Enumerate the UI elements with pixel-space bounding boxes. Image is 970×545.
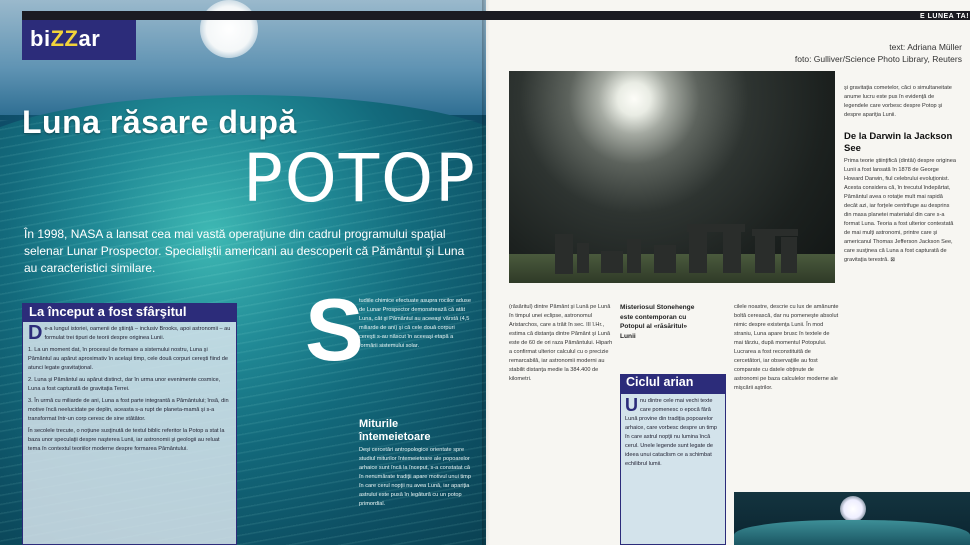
stone: [689, 229, 707, 273]
page-gutter: [482, 0, 490, 545]
article-title-line2: POTOP: [243, 140, 477, 217]
stone: [601, 251, 623, 273]
sidebar-paragraph: În secolele trecute, o noţiune susţinută de textul biblic referitor la Potop a stat la baza unor speculaţii despre naşterea Lunii, iar astronomii şi geologii au reluat tema în contextul teoriilor moderne despre formarea Pământului.: [28, 428, 225, 452]
section-label: E LUNEA TA!: [920, 13, 970, 20]
section-tag-zz: ZZ: [50, 26, 79, 51]
body-column-right-3: cilele noastre, descrie cu lux de amănunte boltă cerească, dar nu pomeneşte absolut nimic despre existenţa Lunii. În mod straniu, Luna apare brusc în textele de mai târziu, după momentul Potopului. Lucrarea a fost reconstituită de cercetători, iar observaţiile au fost comparate cu datele obţinute de astronomi pe baza calculelor moderne ale mişcării aştrilor.: [734, 304, 839, 391]
sidebar-paragraph: 2. Luna şi Pământul au apărut distinct, dar în urma unor evenimente cosmice, Luna a fost capturată de gravitaţia Terrei.: [28, 377, 221, 392]
drop-cap-s: S: [305, 280, 364, 379]
stone: [752, 229, 798, 236]
stone: [627, 239, 641, 273]
body-column-right-4: şi gravitaţia cometelor, căci o simultaneitate anume lucru este pus în evidenţă de legendele care vorbesc despre Potop şi despre apariţia Lunii.: [844, 85, 952, 118]
article-intro: În 1998, NASA a lansat cea mai vastă operaţiune din cadrul programului spaţial selenar Lunar Prospector. Specialiştii americani au descoperit că Pământul şi Luna au caracteristici similare.: [24, 227, 465, 275]
body-column-right-4b: [844, 157, 958, 503]
sidebar-heading: La început a fost sfârşitul: [22, 303, 237, 321]
section-tag-pre: bi: [30, 26, 51, 51]
article-title-line1: Luna răsare după: [22, 104, 297, 140]
arian-drop-cap: U: [625, 395, 638, 415]
mini-sea-image: [734, 520, 970, 545]
body-column-right-4b-text: Prima teorie ştiinţifică (dintâi) despre originea Lunii a fost lansată în 1878 de George Howard Darwin, fiul celebrului evoluţionist. Acesta considera că, în trecutul îndepărtat, Pământul avea o rotaţie mult mai rapidă decât azi, iar forţele centrifuge au desprins din masa planetei materialul din care s-a format Luna. Teoria a fost ulterior contestată de mai mulţi astronomi, printre care şi americanul Thomas Jefferson Jackson See, care susţinea că Luna a fost capturată de gravitaţia terestră.: [844, 158, 956, 263]
stonehenge-photo: [509, 71, 835, 283]
photo-caption: Misteriosul Stonehenge este contemporan cu Potopul al «răsăritul» Lunii: [620, 304, 695, 340]
credits: [770, 41, 962, 65]
subheading-darwin: De la Darwin la Jackson See: [844, 131, 953, 154]
stone: [577, 243, 589, 273]
credit-text: text: Adriana Müller: [889, 42, 962, 52]
stone: [755, 235, 775, 273]
sidebar-paragraph: e-a lungul istoriei, oamenii de ştiinţă – inclusiv Brooks, apoi astronomii – au formulat trei tipuri de teorii despre originea Lunii.: [44, 326, 231, 341]
credit-photo: foto: Gulliver/Science Photo Library, Reuters: [794, 54, 962, 64]
body-column-2: tudiile chimice efectuate asupra rocilor aduse de Lunar Prospector demonstrează că atât Luna, cât şi Pământul au aceeaşi vârstă (4,5 miliarde de ani) şi că cele două corpuri cereşti s-au născut în aceeaşi etapă a formării sistemului solar.: [359, 298, 471, 349]
stone: [654, 245, 676, 273]
section-tag-post: ar: [78, 26, 101, 51]
sidebar-paragraph: 1. La un moment dat, în procesul de formare a sistemului nostru, Luna şi Pământul au apărut aproximativ în acelaşi timp, cele două corpuri cereşti fiind de atunci legate gravitaţional.: [28, 347, 228, 371]
stone: [723, 229, 741, 273]
arian-heading: Ciclul arian: [620, 374, 726, 393]
sidebar-drop-cap: D: [28, 322, 43, 344]
arian-text: nu dintre cele mai vechi texte care pomenesc o epocă fără Lună provine din tradiţia popoarelor arhaice, care vorbesc despre un timp în care astrul nopţii nu lumina încă cerul. Unele legende sunt legate de ideea unui cataclism ce a schimbat echilibrul lumii.: [625, 398, 718, 467]
subheading-myths: Miturile întemeietoare: [359, 418, 431, 443]
sidebar-box: [22, 321, 237, 545]
moon-sea-thumbnail: [734, 492, 970, 545]
moon-image: [200, 0, 258, 58]
stone: [781, 237, 797, 273]
arian-box: [620, 393, 726, 545]
mini-moon-image: [840, 496, 866, 522]
stone: [555, 234, 573, 274]
end-mark-icon: ⊠: [890, 257, 896, 263]
sidebar-paragraph: 3. În urmă cu miliarde de ani, Luna a fost parte integrantă a Pământului; însă, din motive încă neelucidate pe deplin, aceasta s-a rupt de planeta-mamă şi s-a transformat într-un corp ceresc de sine stătător.: [28, 398, 229, 422]
body-column-right-1: (răsăritul) dintre Pământ şi Lună pe Lună în timpul unei eclipse, astronomul Aristarchos, care a trăit în sec. III î.Hr., estima că distanţa dintre Pământ şi Lună este de 60 de ori raza Pământului. Hiparh a confirmat ulterior calculul cu o precizie remarcabilă, iar astronomii moderni au stabilit distanţa medie la 384.400 de kilometri.: [509, 304, 613, 382]
section-tag: [22, 20, 136, 60]
top-rule-bar: [22, 11, 970, 20]
body-column-2b: Deşi cercetări antropologice orientate spre studiul miturilor întemeietoare ale popoarelor arhaice sunt încă la început, s-a constatat că în nenumărate tradiţii apare motivul unui timp în care cerul nopţii nu avea Lună, iar apariţia astrului este pusă în legătură cu un potop primordial.: [359, 447, 471, 507]
